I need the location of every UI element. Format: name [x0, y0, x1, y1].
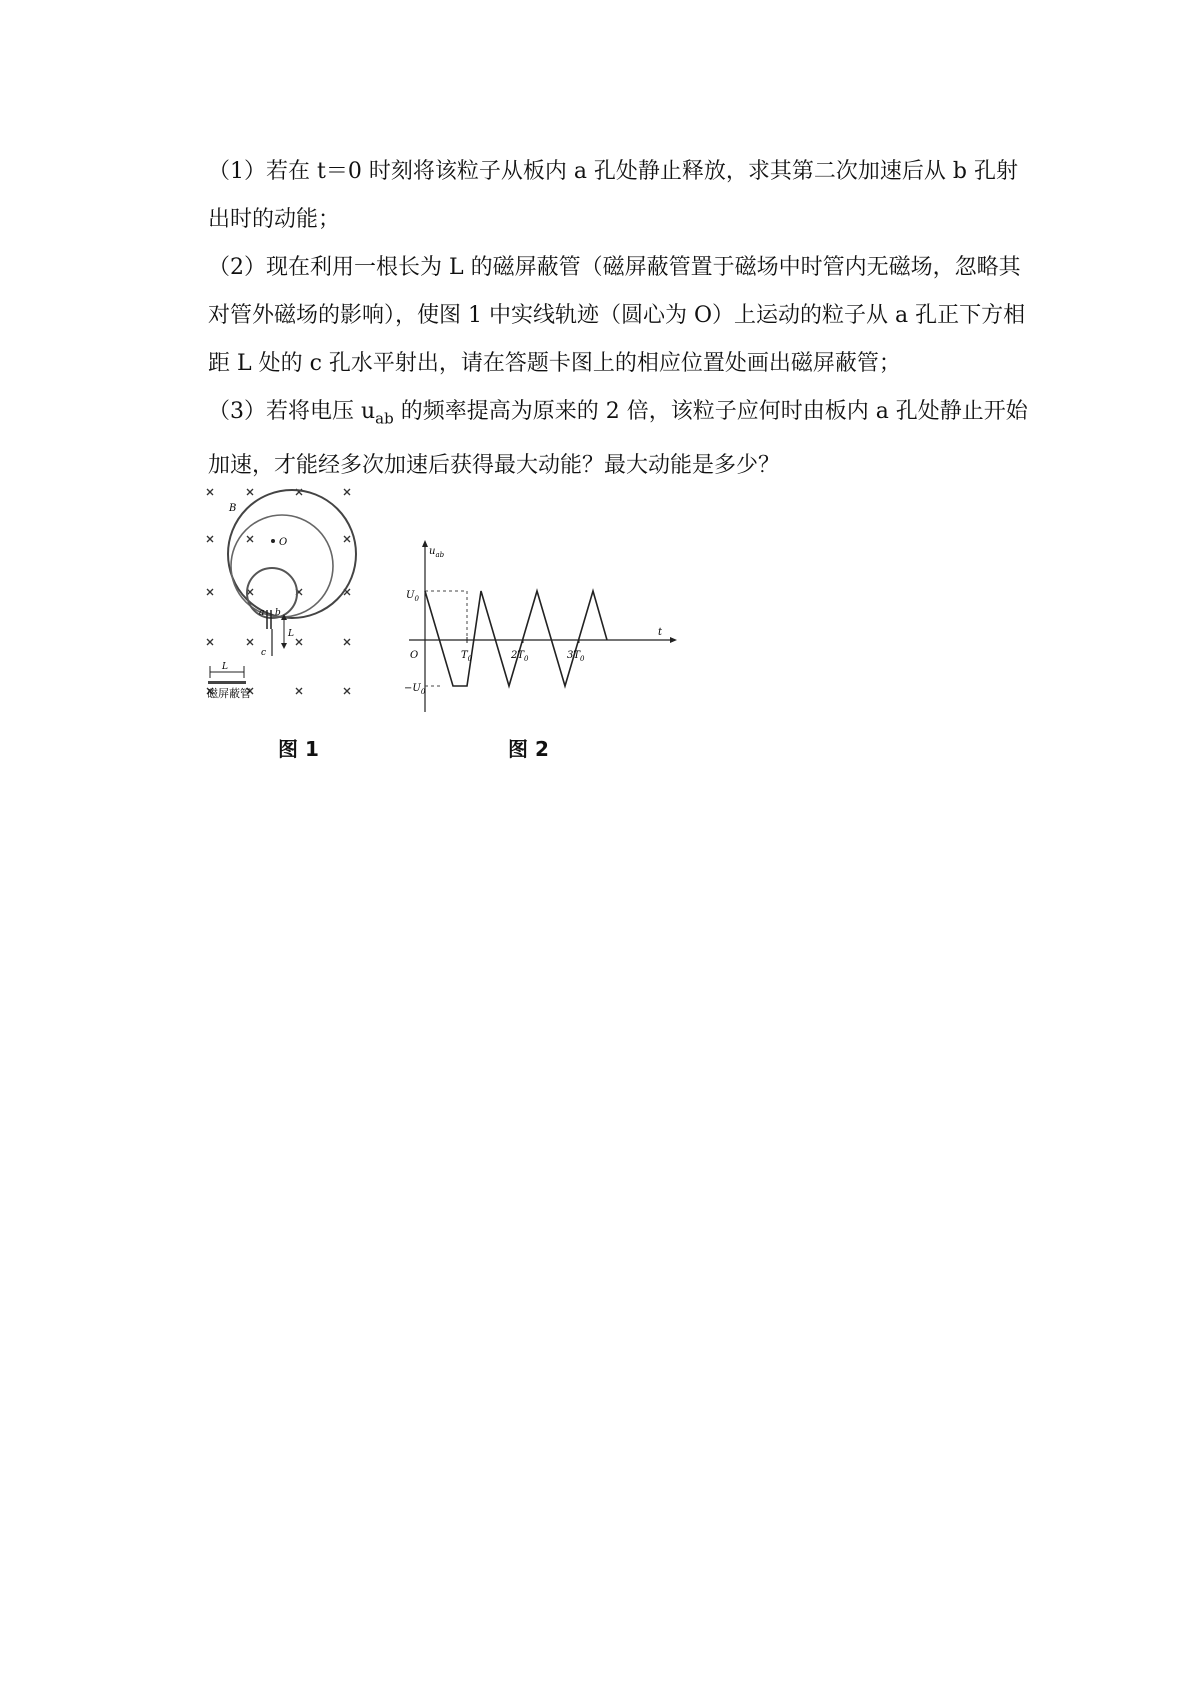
field-cross	[247, 536, 253, 542]
field-cross	[207, 536, 213, 542]
question-3-text-before: 若将电压 u	[266, 399, 376, 424]
figure-2	[405, 540, 685, 715]
field-cross	[247, 489, 253, 495]
distance-arrow-head-bottom	[281, 643, 287, 649]
distance-label: L	[288, 629, 294, 639]
field-cross	[207, 639, 213, 645]
question-3	[208, 388, 1028, 490]
field-cross	[296, 639, 302, 645]
neg-u0-label: $-U_0$	[405, 683, 426, 696]
field-cross	[207, 489, 213, 495]
question-3-number: （3）	[208, 399, 266, 424]
question-2-number: （2）	[208, 255, 266, 280]
y-axis-arrow	[422, 540, 428, 547]
field-cross	[247, 639, 253, 645]
y-axis-label: $u_{ab}$	[429, 546, 445, 559]
x-axis-label: t	[658, 627, 663, 638]
x-axis-arrow	[670, 637, 677, 643]
middle-trajectory	[231, 515, 333, 617]
hole-b-label: b	[275, 608, 281, 618]
figure-2-caption: 图 2	[508, 737, 549, 761]
field-cross	[344, 489, 350, 495]
question-2-text: 现在利用一根长为 L 的磁屏蔽管（磁屏蔽管置于磁场中时管内无磁场，忽略其对管外磁场的影响），使图 1 中实线轨迹（圆心为 O）上运动的粒子从 a 孔正下方相距 L 处的 c 孔水平射出，请在答题卡图上的相应位置处画出磁屏蔽管；	[208, 255, 1026, 376]
tick-2t0-label: $2T_0$	[511, 650, 529, 663]
question-3-text-after: 的频率提高为原来的 2 倍，该粒子应何时由板内 a 孔处静止开始加速，才能经多次加速后获得最大动能？最大动能是多少？	[208, 399, 1028, 479]
hole-a-label: a	[259, 608, 265, 618]
field-cross	[344, 536, 350, 542]
field-cross	[344, 688, 350, 694]
center-point	[271, 539, 275, 543]
triangle-waveform	[425, 591, 607, 686]
field-cross	[296, 688, 302, 694]
question-1-number: （1）	[208, 159, 266, 184]
legend-length-label: L	[222, 662, 228, 672]
legend-text: 磁屏蔽管	[207, 687, 251, 700]
magnetic-field-crosses	[207, 489, 350, 694]
figure-2-graph	[405, 540, 685, 715]
field-cross	[207, 589, 213, 595]
field-cross	[344, 639, 350, 645]
field-label: B	[229, 503, 237, 514]
question-3-subscript: ab	[375, 409, 394, 428]
question-1-text: 若在 t＝0 时刻将该粒子从板内 a 孔处静止释放，求其第二次加速后从 b 孔射出时的动能；	[208, 159, 1018, 232]
tick-3t0-label: $3T_0$	[567, 650, 585, 663]
u0-label: $U_0$	[406, 590, 419, 603]
origin-label: O	[410, 650, 419, 661]
hole-c-label: c	[261, 648, 267, 658]
tick-t0-label: $T_0$	[461, 650, 473, 663]
inner-trajectory	[247, 568, 297, 618]
center-label: O	[279, 537, 288, 548]
question-2	[208, 244, 1028, 388]
figure-1	[205, 484, 395, 710]
legend-tube	[208, 681, 246, 684]
figure-1-diagram	[205, 484, 395, 710]
figure-1-caption: 图 1	[278, 737, 319, 761]
question-1	[208, 148, 1028, 244]
